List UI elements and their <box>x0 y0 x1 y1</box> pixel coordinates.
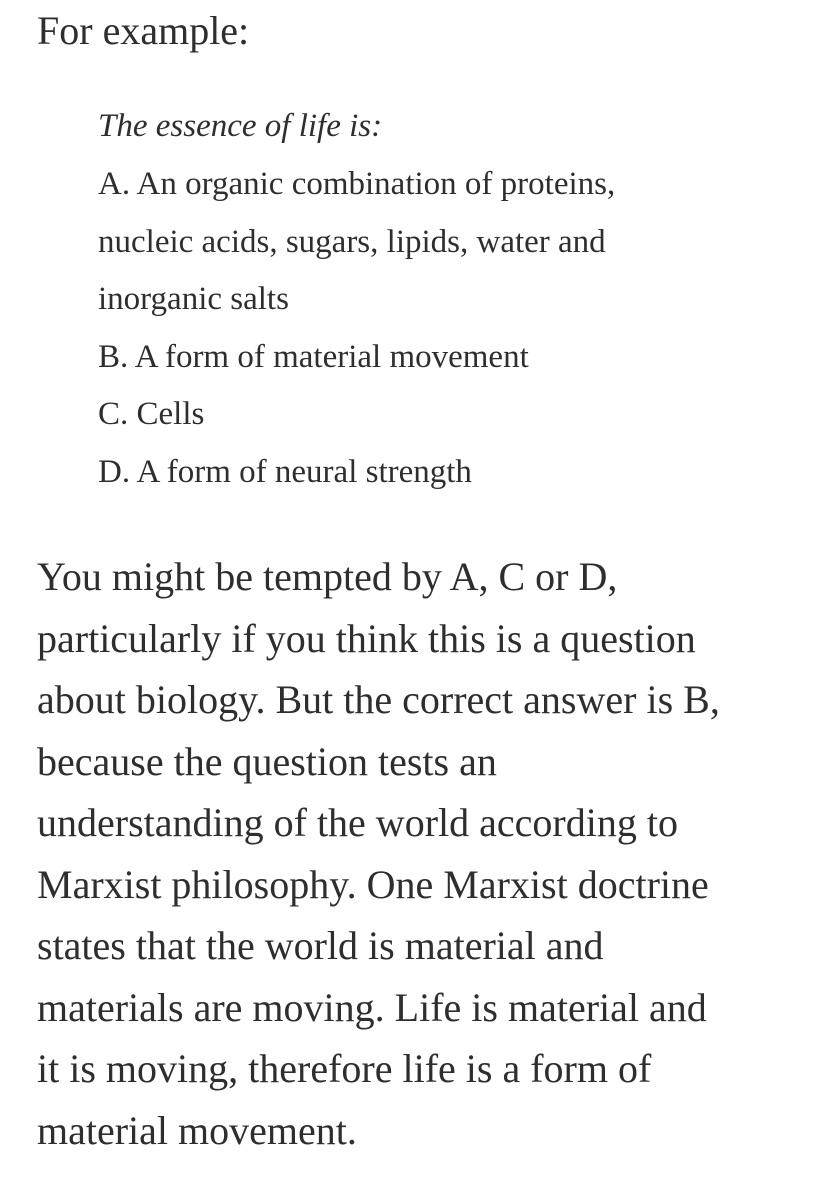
intro-text: For example: <box>37 8 250 53</box>
paragraph-line: materials are moving. Life is material and <box>37 984 707 1030</box>
paragraph-line: about biology. But the correct answer is B, <box>37 677 720 722</box>
option-line: inorganic salts <box>98 281 289 317</box>
answer-option-c <box>98 386 798 444</box>
option-line: B. A form of material movement <box>98 338 529 375</box>
paragraph-line: because the question tests an <box>37 738 497 784</box>
paragraph-line: You might be tempted by A, C or D, <box>37 554 618 599</box>
option-line: D. A form of neural strength <box>98 453 472 490</box>
answer-option-a <box>98 156 798 329</box>
paragraph-line: states that the world is material and <box>37 923 604 968</box>
quoted-exam-question <box>98 98 798 501</box>
option-line: nucleic acids, sugars, lipids, water and <box>98 223 606 260</box>
paragraph-line: material movement. <box>37 1107 357 1153</box>
paragraph-line: it is moving, therefore life is a form of <box>37 1046 652 1091</box>
answer-options <box>98 156 798 501</box>
answer-option-b <box>98 329 798 387</box>
paragraph-line: understanding of the world according to <box>37 800 678 845</box>
paragraph-line: particularly if you think this is a question <box>37 615 696 661</box>
answer-option-d <box>98 444 798 502</box>
paragraph-line: Marxist philosophy. One Marxist doctrine <box>37 861 709 907</box>
option-line: C. Cells <box>98 396 205 432</box>
option-line: A. An organic combination of proteins, <box>98 166 616 202</box>
question-stem: The essence of life is: <box>98 108 383 144</box>
explanation-paragraph <box>37 546 817 1161</box>
